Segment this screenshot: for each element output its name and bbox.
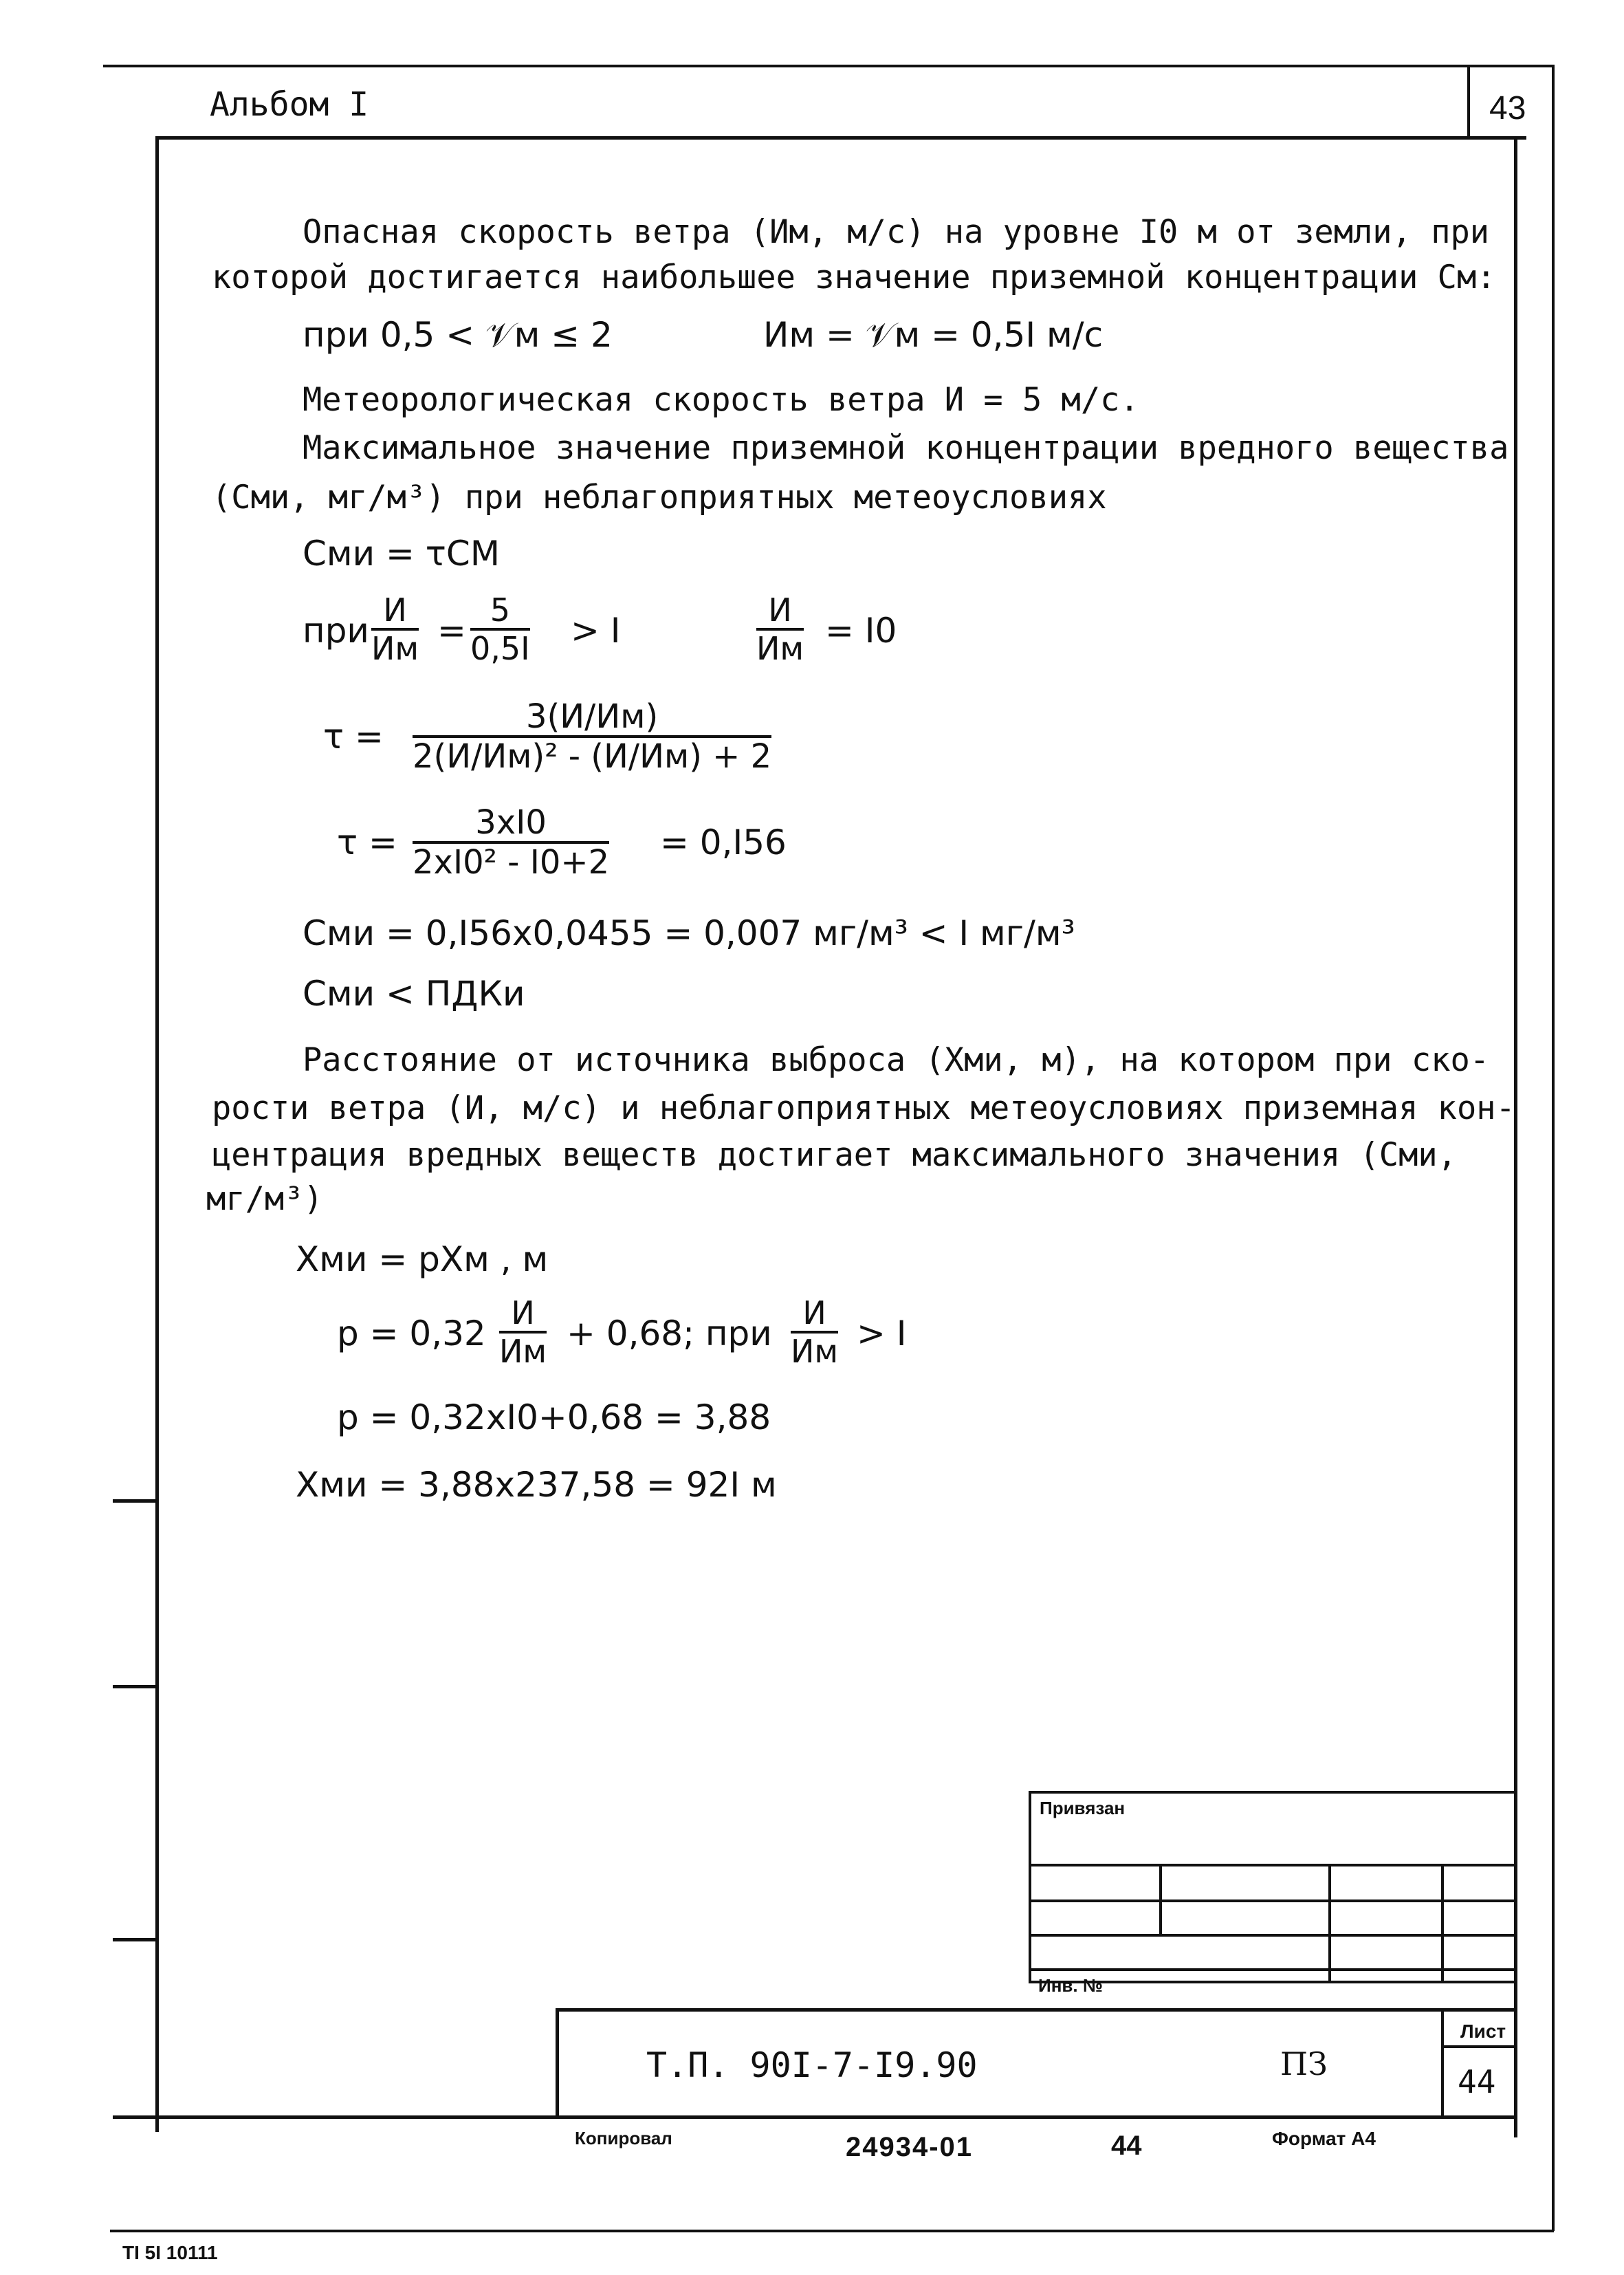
- paragraph-3-line-2: (Сми, мг/м³) при неблагоприятных метеоусловиях: [212, 479, 1107, 516]
- fraction-numerator: И: [499, 1296, 547, 1334]
- sheet-number: 44: [1458, 2063, 1496, 2100]
- formula-1-left: при 0,5 < 𝒱м ≤ 2: [303, 315, 613, 355]
- paragraph-2: Метеорологическая скорость ветра И = 5 м/с.: [303, 381, 1139, 419]
- margin-tick: [113, 1685, 157, 1688]
- margin-tick: [113, 2115, 157, 2119]
- fraction-denominator: 0,5I: [470, 629, 530, 667]
- formula-10: р = 0,32хI0+0,68 = 3,88: [337, 1397, 771, 1437]
- formula-5-fraction: [413, 805, 609, 882]
- table-col-line: [1441, 1864, 1444, 1983]
- fraction-numerator: И: [791, 1296, 838, 1334]
- margin-tick: [113, 1499, 157, 1503]
- formula-9-fraction-1: [499, 1296, 547, 1369]
- formula-3-equals: =: [437, 611, 466, 651]
- formula-5-lhs: τ =: [337, 823, 397, 862]
- frame-left: [155, 136, 159, 2132]
- paragraph-1-line-1: Опасная скорость ветра (Им, м/с) на уровне I0 м от земли, при: [303, 213, 1490, 251]
- fraction-denominator: Им: [371, 629, 419, 667]
- formula-5-result: = 0,I56: [660, 823, 787, 862]
- sheet-label: Лист: [1460, 2021, 1506, 2042]
- frame-top: [157, 136, 1526, 140]
- fraction-numerator: 5: [470, 593, 530, 631]
- print-code: ТI 5I 10111: [122, 2242, 218, 2263]
- section-code: ПЗ: [1280, 2045, 1328, 2082]
- handwritten-mark: 44: [1111, 2131, 1142, 2161]
- table-col-line: [1159, 1864, 1162, 1935]
- document-code: Т.П. 90I-7-I9.90: [646, 2045, 978, 2085]
- paragraph-4-line-3: центрация вредных веществ достигает максимального значения (Сми,: [212, 1136, 1457, 1174]
- page-number: 43: [1489, 90, 1526, 127]
- paragraph-4-line-4: мг/м³): [206, 1180, 323, 1218]
- formula-3-fraction-2: [470, 593, 530, 666]
- margin-tick: [113, 1938, 157, 1941]
- formula-7: Сми < ПДКи: [303, 974, 525, 1014]
- format-label: Формат А4: [1272, 2128, 1376, 2149]
- formula-4-lhs: τ =: [323, 717, 384, 756]
- formula-9-fraction-2: [791, 1296, 838, 1369]
- formula-1-right: Им = 𝒱м = 0,5I м/с: [763, 315, 1104, 355]
- formula-9-greater: > I: [857, 1314, 907, 1353]
- sheet-box-divider: [1441, 2045, 1517, 2048]
- album-label: Альбом I: [210, 85, 369, 124]
- paragraph-4-line-2: рости ветра (И, м/с) и неблагоприятных метеоусловиях приземная кон-: [212, 1089, 1515, 1127]
- fraction-denominator: 2(И/Им)² - (И/Им) + 2: [413, 737, 772, 776]
- fraction-denominator: Им: [756, 629, 804, 667]
- formula-11: Хми = 3,88х237,58 = 92I м: [296, 1465, 777, 1505]
- outer-bottom-edge: [110, 2230, 1554, 2232]
- formula-3-greater: > I: [571, 611, 621, 651]
- order-number: 24934-01: [846, 2132, 974, 2162]
- outer-right-edge: [1552, 65, 1555, 2231]
- fraction-numerator: 3(И/Им): [413, 699, 771, 738]
- privyazan-label: Привязан: [1040, 1798, 1126, 1818]
- formula-8: Хми = рХм , м: [296, 1239, 549, 1279]
- fraction-numerator: И: [756, 593, 804, 631]
- top-rule: [103, 65, 1552, 67]
- formula-3-fraction-3: [756, 593, 804, 666]
- fraction-denominator: Им: [791, 1332, 839, 1370]
- table-col-line: [1328, 1864, 1331, 1983]
- fraction-numerator: 3хI0: [413, 805, 609, 844]
- copied-label: Копировал: [575, 2128, 672, 2148]
- formula-9-mid: + 0,68; при: [567, 1314, 772, 1353]
- paragraph-3-line-1: Максимальное значение приземной концентрации вредного вещества: [303, 429, 1509, 467]
- fraction-numerator: И: [371, 593, 419, 631]
- formula-3-fraction-1: [371, 593, 419, 666]
- formula-6: Сми = 0,I56х0,0455 = 0,007 мг/м³ < I мг/м³: [303, 913, 1075, 953]
- inventory-number-label: Инв. №: [1038, 1975, 1103, 1996]
- formula-2: Сми = τСМ: [303, 534, 500, 574]
- formula-3-pri: при: [303, 611, 369, 651]
- paragraph-4-line-1: Расстояние от источника выброса (Хми, м), на котором при ско-: [303, 1041, 1490, 1079]
- formula-4-fraction: [413, 699, 771, 776]
- fraction-denominator: Им: [499, 1332, 547, 1370]
- formula-9-pre: р = 0,32: [337, 1314, 486, 1353]
- fraction-denominator: 2хI0² - I0+2: [413, 842, 610, 882]
- formula-3-result: = I0: [825, 611, 897, 651]
- paragraph-1-line-2: которой достигается наибольшее значение приземной концентрации См:: [212, 259, 1496, 296]
- sheet-box-left: [1441, 2008, 1444, 2118]
